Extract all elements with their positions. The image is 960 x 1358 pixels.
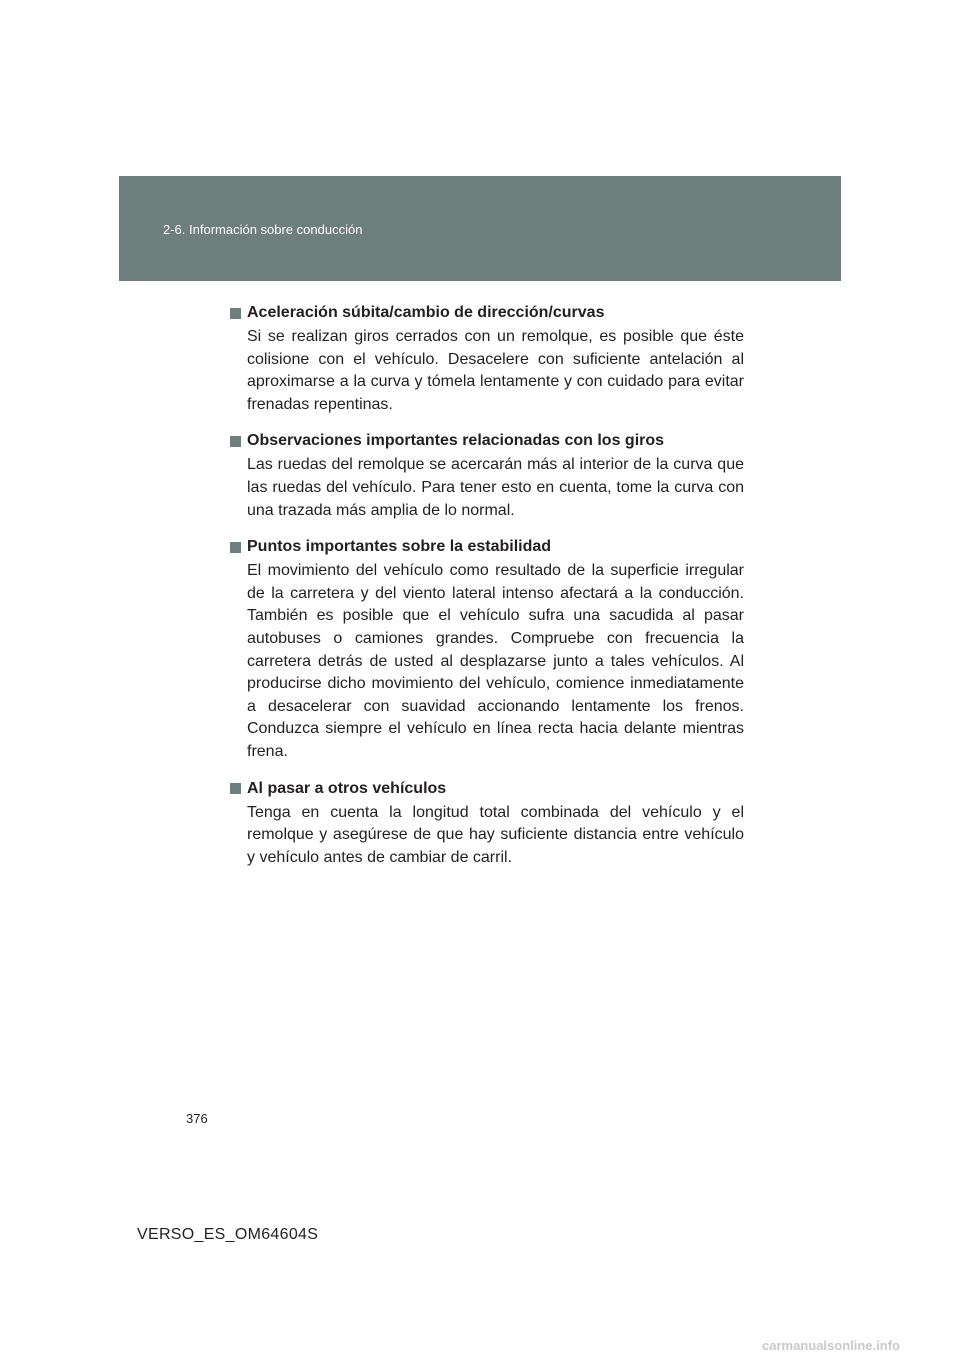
section-passing-vehicles — [230, 778, 744, 870]
section-sudden-acceleration — [230, 302, 744, 416]
section-body: Si se realizan giros cerrados con un remolque, es posible que éste colisione con el vehículo. Desacelere con suficiente antelación al aproximarse a la curva y tómela lentamente y con cuidado para evitar frenadas repentinas. — [247, 328, 744, 413]
section-heading-text: Al pasar a otros vehículos — [247, 779, 447, 797]
section-body: El movimiento del vehículo como resultado de la superficie irregular de la carretera y del viento lateral intenso afectará a la conducción. También es posible que el vehículo sufra una sacudida al pasar autobuses o camiones grandes. Compruebe con frecuencia la carretera detrás de usted al desplazarse junto a tales vehículos. Al producirse dicho movimiento del vehículo, comience inmediatamente a desacelerar con suavidad accionando lentamente los frenos. Conduzca siempre el vehículo en línea recta hacia delante mientras frena. — [247, 562, 744, 760]
section-heading-text: Aceleración súbita/cambio de dirección/curvas — [247, 304, 605, 321]
section-body: Tenga en cuenta la longitud total combinada del vehículo y el remolque y asegúrese de que hay suficiente distancia entre vehículo y vehículo antes de cambiar de carril. — [247, 803, 744, 866]
section-turning-notes — [230, 430, 744, 522]
section-stability — [230, 536, 744, 763]
page-content — [230, 302, 744, 883]
document-code: VERSO_ES_OM64604S — [137, 1226, 319, 1243]
section-heading — [230, 302, 744, 324]
section-heading-text: Puntos importantes sobre la estabilidad — [247, 538, 552, 556]
section-heading-text: Observaciones importantes relacionadas con los giros — [247, 432, 665, 450]
chapter-title: 2-6. Información sobre conducción — [163, 222, 363, 237]
section-body: Las ruedas del remolque se acercarán más al interior de la curva que las ruedas del vehículo. Para tener esto en cuenta, tome la curva con una trazada más amplia de lo normal. — [247, 456, 744, 519]
chapter-header-band — [119, 176, 841, 281]
section-heading — [230, 536, 744, 558]
square-bullet-icon — [230, 436, 241, 447]
section-heading — [230, 430, 744, 452]
page-number: 376 — [186, 1111, 208, 1126]
square-bullet-icon — [230, 308, 241, 319]
section-heading — [230, 778, 744, 800]
square-bullet-icon — [230, 542, 241, 553]
square-bullet-icon — [230, 783, 241, 794]
watermark-link[interactable]: carmanualsonline.info — [762, 1338, 900, 1353]
